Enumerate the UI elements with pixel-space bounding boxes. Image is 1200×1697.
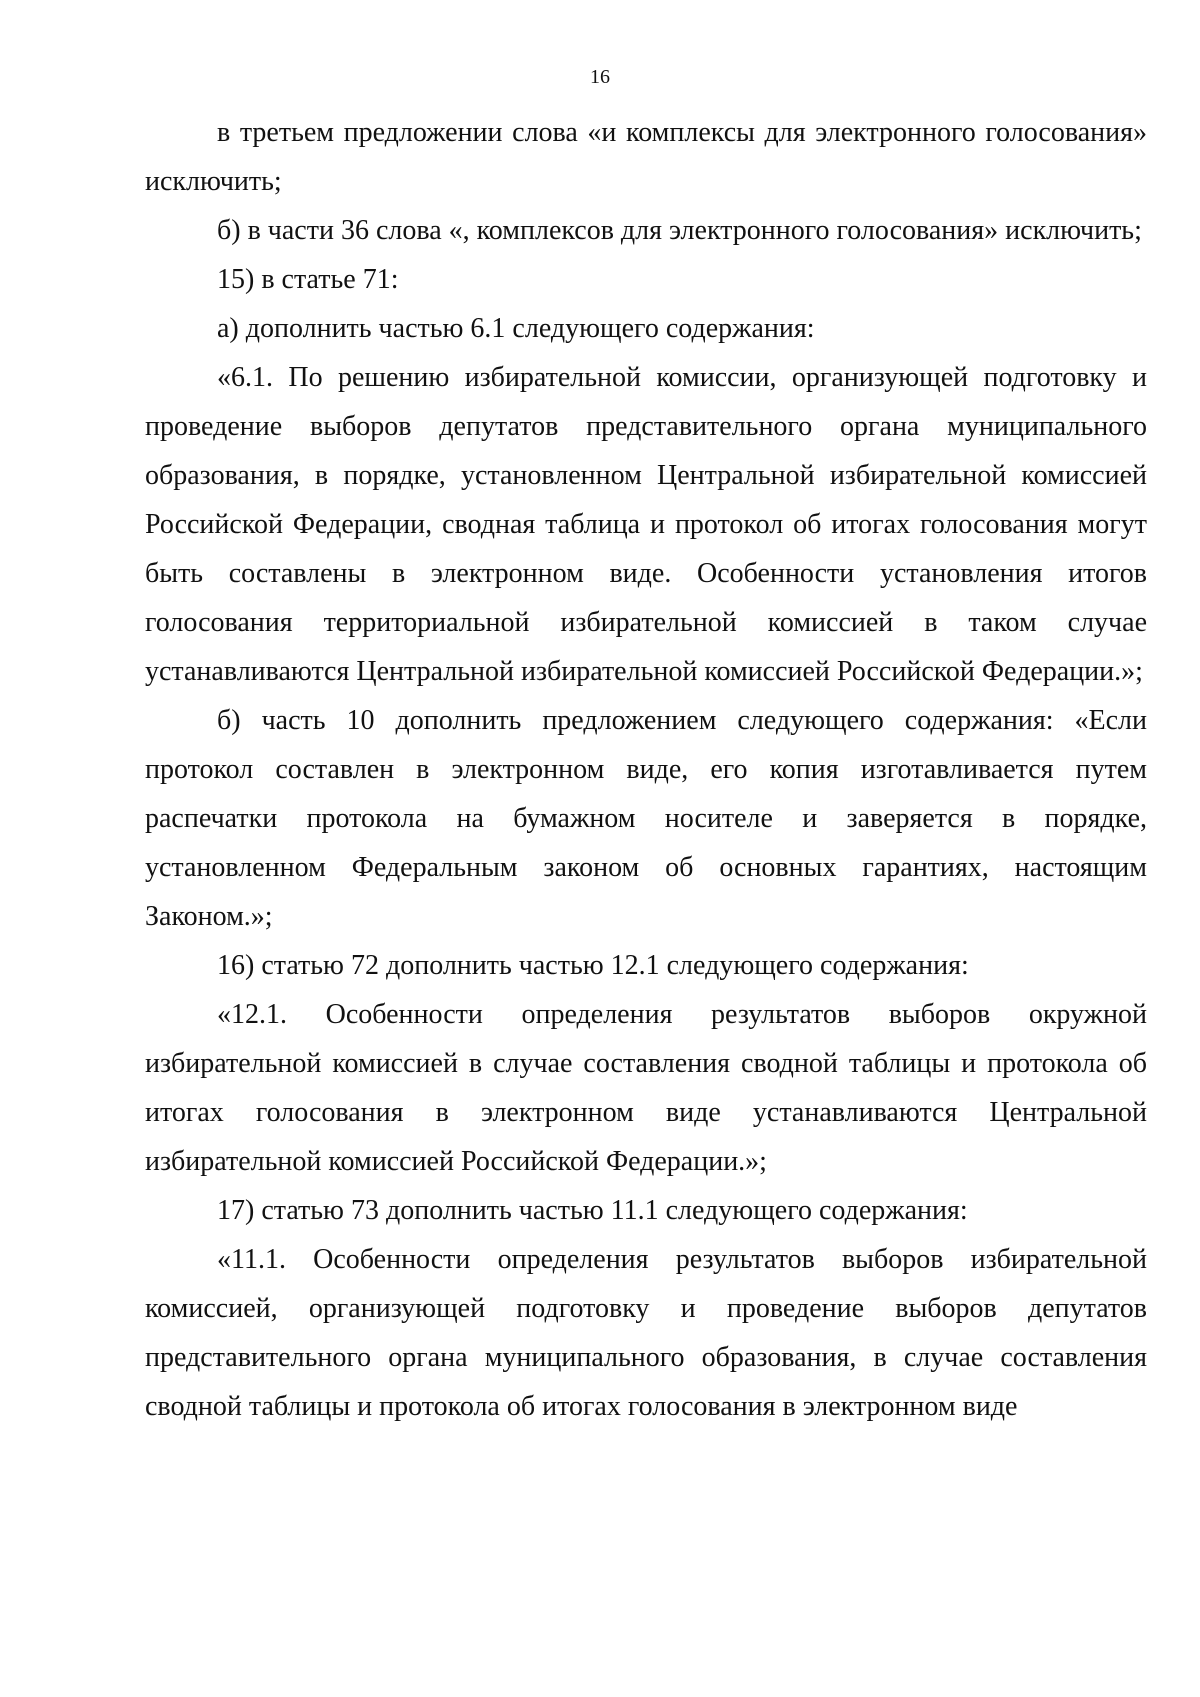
paragraph-item-15-article-71: 15) в статье 71: bbox=[217, 264, 399, 295]
paragraph-item-17-article-73: 17) статью 73 дополнить частью 11.1 следующего содержания: bbox=[217, 1195, 968, 1226]
paragraph-item-a-add-part-6-1: а) дополнить частью 6.1 следующего содержания: bbox=[217, 313, 815, 344]
paragraph-part-11-1-text: «11.1. Особенности определения результатов выборов избирательной комиссией, организующей подготовку и проведение выборов депутатов представительного органа муниципального образования, в случае составления сводной таблицы и протокола об итогах голосования в электронном виде bbox=[145, 1244, 1147, 1422]
paragraph-item-b-part-10: б) часть 10 дополнить предложением следующего содержания: «Если протокол составлен в электронном виде, его копия изготавливается путем распечатки протокола на бумажном носителе и заверяется в порядке, установленном Федеральным законом об основных гарантиях, настоящим Законом.»; bbox=[145, 705, 1147, 932]
paragraph-part-6-1-text: «6.1. По решению избирательной комиссии, организующей подготовку и проведение выборов депутатов представительного органа муниципального образования, в порядке, установленном Центральной избирательной комиссией Российской Федерации, сводная таблица и протокол об итогах голосования могут быть составлены в электронном виде. Особенности установления итогов голосования территориальной избирательной комиссией в таком случае устанавливаются Центральной избирательной комиссией Российской Федерации.»; bbox=[145, 362, 1147, 687]
paragraph-item-16-article-72: 16) статью 72 дополнить частью 12.1 следующего содержания: bbox=[217, 950, 969, 981]
paragraph-part-36-exclusion: б) в части 36 слова «, комплексов для электронного голосования» исключить; bbox=[217, 215, 1142, 246]
document-body bbox=[145, 108, 1147, 1431]
paragraph-third-sentence-exclusion: в третьем предложении слова «и комплексы для электронного голосования» исключить; bbox=[145, 117, 1147, 197]
page-number: 16 bbox=[590, 66, 610, 88]
paragraph-part-12-1-text: «12.1. Особенности определения результатов выборов окружной избирательной комиссией в случае составления сводной таблицы и протокола об итогах голосования в электронном виде устанавливаются Центральной избирательной комиссией Российской Федерации.»; bbox=[145, 999, 1147, 1177]
